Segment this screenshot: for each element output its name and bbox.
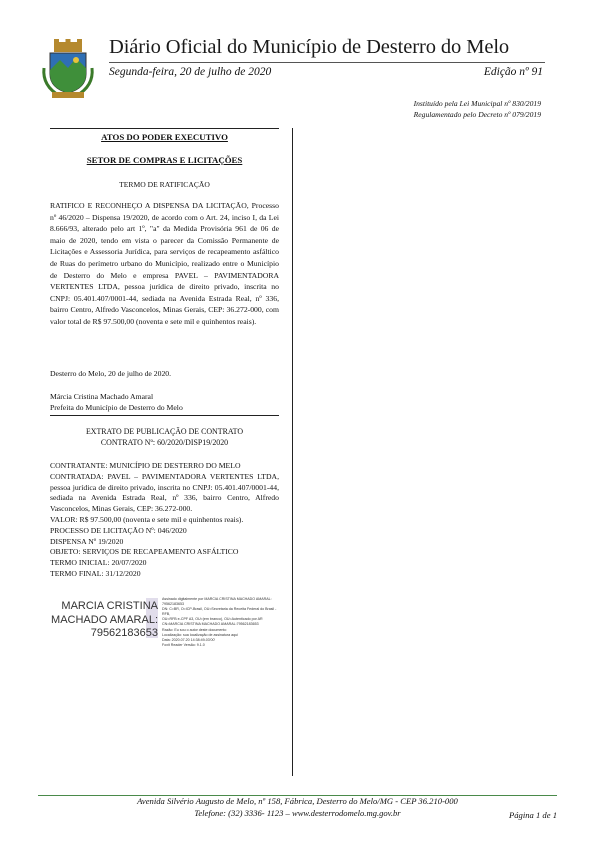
signature-line2: MACHADO AMARAL: — [51, 613, 158, 626]
digital-signature-name — [50, 600, 158, 641]
institution-decree: Regulamentado pelo Decreto nº 079/2019 — [413, 110, 541, 119]
page-title: Diário Oficial do Município de Desterro do Melo — [109, 36, 510, 58]
ratification-title: TERMO DE RATIFICAÇÃO — [119, 180, 210, 189]
page-number: Página 1 de 1 — [509, 810, 557, 820]
contract-dispensa: DISPENSA Nº 19/2020 — [50, 536, 124, 546]
extract-contract-number: CONTRATO Nº: 60/2020/DISP19/2020 — [100, 438, 229, 447]
footer-contact: Telefone: (32) 3336- 1123 – www.desterrodomelo.mg.gov.br — [194, 808, 401, 818]
footer-address: Avenida Silvério Augusto de Melo, nº 158, Fábrica, Desterro do Melo/MG - CEP 36.210-000 — [137, 796, 458, 806]
extract-title-line1: EXTRATO DE PUBLICAÇÃO DE CONTRATO — [85, 427, 244, 436]
signature-meta: Assinado digitalmente por MARCIA CRISTINA MACHADO AMARAL: — [162, 597, 272, 601]
institution-note — [414, 98, 541, 120]
digital-signature-details — [162, 597, 282, 648]
signature-meta: DN: C=BR, O=ICP-Brasil, OU=Secretaria da Receita Federal do Brasil - RFB, — [162, 607, 277, 617]
section-sector-heading: SETOR DE COMPRAS E LICITAÇÕES — [86, 155, 243, 165]
section-divider — [50, 415, 279, 416]
header-divider — [109, 62, 545, 63]
contract-termo-final: TERMO FINAL: 31/12/2020 — [50, 568, 141, 578]
signature-meta: OU=RFB e-CPF A3, OU=(em branco), OU=Autenticado por AR — [162, 617, 263, 622]
contract-details — [50, 461, 279, 580]
contract-objeto: OBJETO: SERVIÇOS DE RECAPEAMENTO ASFÁLTICO — [50, 547, 239, 557]
contract-processo: PROCESSO DE LICITAÇÃO Nº: 046/2020 — [50, 525, 187, 535]
contract-contratada: CONTRATADA: PAVEL – PAVIMENTADORA VERTENTES LTDA, pessoa jurídica de direito privado, inscrita no CNPJ: 05.401.407/0001-44, sediada na Avenida Estrada Real, nº 336, bairro Centro, Alfredo Vasconcelos, Minas Gerais, CEP: 36.272-000. — [50, 471, 279, 514]
signature-meta: Data: 2020.07.20 14:38:49-03'00' — [162, 637, 216, 642]
signer-name: Márcia Cristina Machado Amaral — [50, 392, 154, 401]
institution-law: Instituído pela Lei Municipal nº 830/2019 — [413, 99, 541, 108]
section-top-rule — [50, 128, 279, 129]
municipal-crest-icon — [36, 38, 100, 100]
ratification-body: RATIFICO E RECONHEÇO A DISPENSA DA LICITAÇÃO, Processo nº 46/2020 – Dispensa 19/2020, de acordo com o Art. 24, inciso I, da Lei 8.666/93, alterado pelo art 1º, "a" da Medida Provisória 961 de 06 de maio de 2020, tendo em vista o parecer da Comissão Permanente de Licitações e Assessoria Jurídica, para serviços de recapeamento asfáltico de Ruas do perímetro urbano do Município, realizado entre o Município de Desterro do Melo e empresa PAVEL – PAVIMENTADORA VERTENTES LTDA, pessoa jurídica de direito privado, inscrita no CNPJ: 05.401.407/0001-44, sediada na Avenida Estrada Real, nº 336, bairro Centro, Alfredo Vasconcelos, Minas Gerais, CEP: 36.272-000, com valor total de R$ 97.500,00 (noventa e sete mil e quinhentos reais). — [50, 201, 279, 326]
ratification-place-date: Desterro do Melo, 20 de julho de 2020. — [50, 369, 172, 378]
signature-meta: Localização: sua localização de assinatura aqui — [162, 632, 238, 637]
signer-role: Prefeita do Município de Desterro do Melo — [50, 403, 183, 412]
contract-valor: VALOR: R$ 97.500,00 (noventa e sete mil e quinhentos reais). — [50, 514, 244, 524]
signature-meta: Foxit Reader Versão: 9.1.0 — [162, 642, 205, 647]
signature-meta: CN=MARCIA CRISTINA MACHADO AMARAL:79562183653 — [162, 622, 259, 627]
edition-number: Edição nº 91 — [483, 66, 543, 78]
contract-contratante: CONTRATANTE: MUNICÍPIO DE DESTERRO DO MELO — [50, 461, 241, 470]
extract-title — [50, 426, 279, 448]
section-power-heading: ATOS DO PODER EXECUTIVO — [101, 132, 228, 142]
signature-meta: 79562183653 — [162, 602, 184, 607]
contract-termo-inicial: TERMO INICIAL: 20/07/2020 — [50, 558, 147, 568]
signature-meta: Razão: Eu sou o autor deste documento — [162, 627, 227, 632]
column-divider — [292, 128, 293, 776]
publication-date: Segunda-feira, 20 de julho de 2020 — [109, 66, 272, 78]
signature-line3: 79562183653 — [90, 627, 158, 639]
signature-line1: MARCIA CRISTINA — [61, 600, 158, 612]
